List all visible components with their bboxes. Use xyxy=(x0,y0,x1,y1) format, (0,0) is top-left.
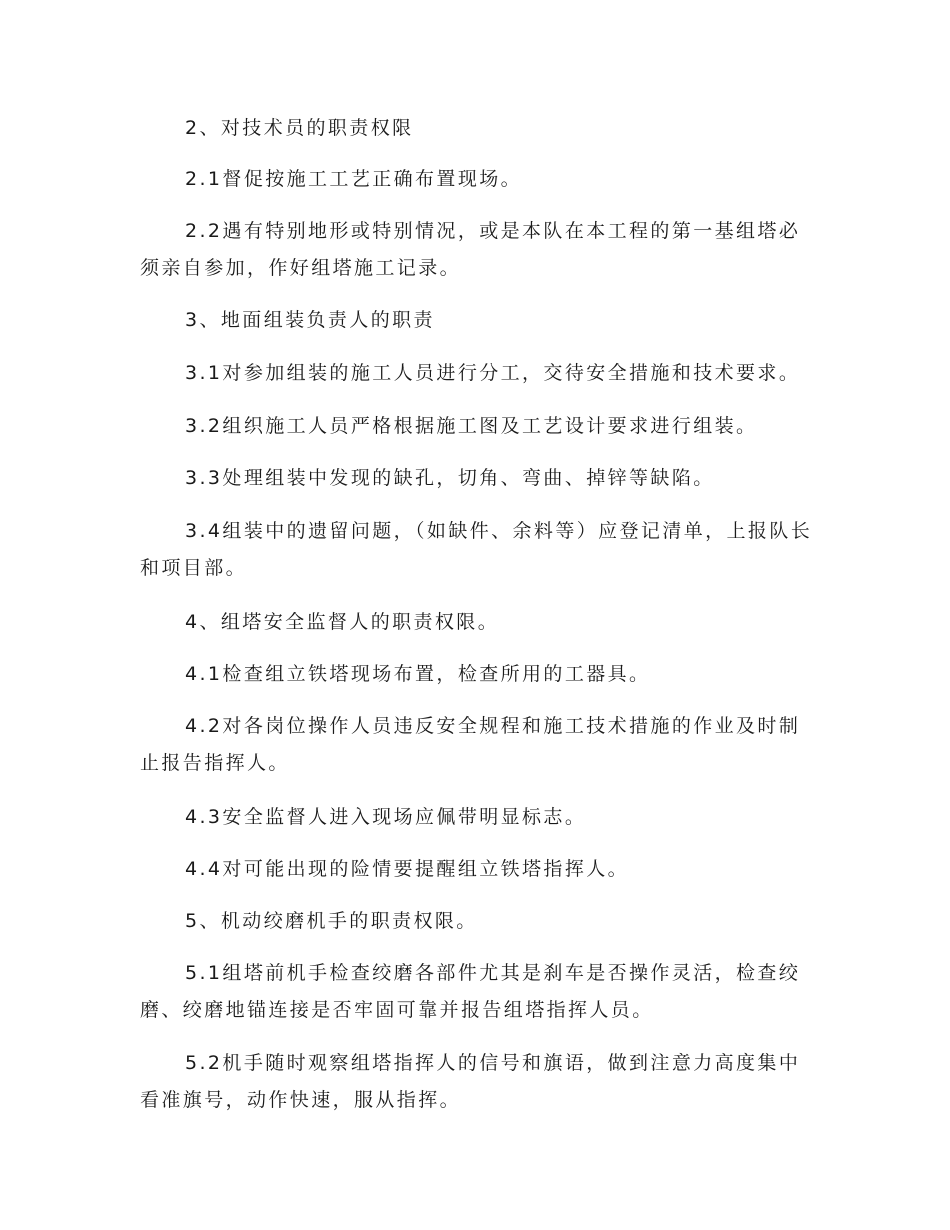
paragraph-3-3: 3.3处理组装中发现的缺孔，切角、弯曲、掉锌等缺陷。 xyxy=(185,467,715,489)
paragraph-4-1: 4.1检查组立铁塔现场布置，检查所用的工器具。 xyxy=(185,663,651,685)
paragraph-2-2: 2.2遇有特别地形或特别情况，或是本队在本工程的第一基组塔必须亲自参加，作好组塔施工记录。 xyxy=(140,220,801,279)
paragraph-3-4: 3.4组装中的遗留问题，（如缺件、余料等）应登记清单，上报队长和项目部。 xyxy=(140,520,813,579)
paragraph-5-1: 5.1组塔前机手检查绞磨各部件尤其是刹车是否操作灵活，检查绞磨、绞磨地锚连接是否牢固可靠并报告组塔指挥人员。 xyxy=(140,962,801,1021)
paragraph-3-2: 3.2组织施工人员严格根据施工图及工艺设计要求进行组装。 xyxy=(185,415,758,437)
paragraph-4-3: 4.3安全监督人进入现场应佩带明显标志。 xyxy=(185,806,587,828)
heading-ground-assembly-lead: 3、地面组装负责人的职责 xyxy=(185,309,435,331)
heading-winch-operator: 5、机动绞磨机手的职责权限。 xyxy=(185,910,478,932)
paragraph-2-1: 2.1督促按施工工艺正确布置现场。 xyxy=(185,168,523,190)
heading-safety-supervisor: 4、组塔安全监督人的职责权限。 xyxy=(185,611,500,633)
paragraph-5-2: 5.2机手随时观察组塔指挥人的信号和旗语，做到注意力高度集中看准旗号，动作快速，服从指挥。 xyxy=(140,1052,801,1111)
heading-technician-duties: 2、对技术员的职责权限 xyxy=(185,117,414,139)
paragraph-3-1: 3.1对参加组装的施工人员进行分工，交待安全措施和技术要求。 xyxy=(185,362,801,384)
paragraph-4-2: 4.2对各岗位操作人员违反安全规程和施工技术措施的作业及时制止报告指挥人。 xyxy=(140,715,801,774)
paragraph-4-4: 4.4对可能出现的险情要提醒组立铁塔指挥人。 xyxy=(185,858,630,880)
